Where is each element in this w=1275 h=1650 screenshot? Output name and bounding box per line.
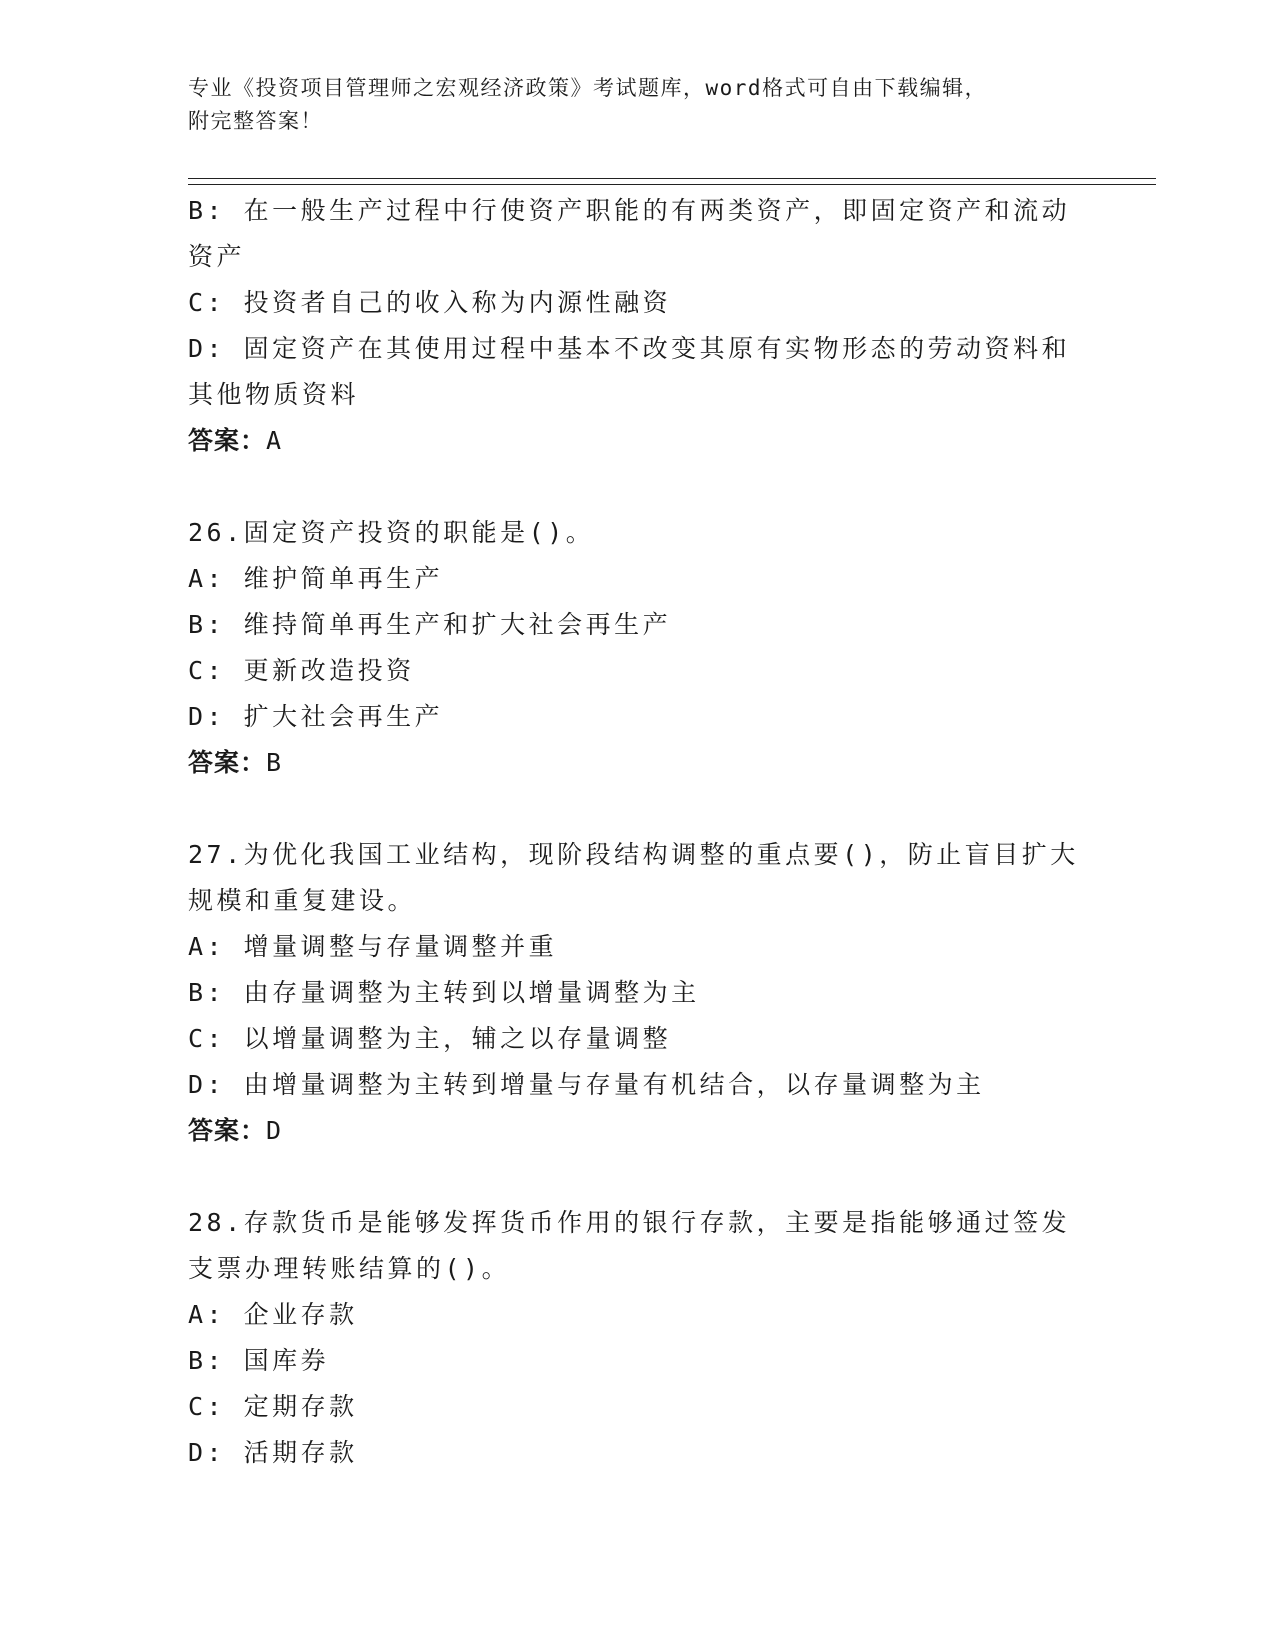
option-label: D: [188,1070,226,1099]
option-label: B: [188,196,226,225]
header-line-1: 专业《投资项目管理师之宏观经济政策》考试题库，word格式可自由下载编辑， [188,76,988,100]
option-label: A: [188,1300,226,1329]
answer-line [188,740,1088,786]
option-label: D: [188,1438,226,1467]
spacer [188,464,1088,510]
option-c [188,1384,1088,1430]
option-label: A: [188,564,226,593]
prev-question-block [188,188,1088,464]
option-label: D: [188,334,226,363]
header-line-2: 附完整答案！ [188,109,323,133]
option-text: 维护简单再生产 [243,564,444,593]
option-label: B: [188,1346,226,1375]
option-text: 由增量调整为主转到增量与存量有机结合，以存量调整为主 [243,1070,985,1099]
question-26 [188,510,1088,786]
option-b [188,602,1088,648]
option-a [188,1292,1088,1338]
option-text: 企业存款 [243,1300,358,1329]
question-content [188,188,1088,1476]
option-label: C: [188,288,226,317]
spacer [188,1154,1088,1200]
question-27 [188,832,1088,1154]
question-28 [188,1200,1088,1476]
answer-label: 答案： [188,426,267,455]
option-label: A: [188,932,226,961]
option-d [188,326,1088,418]
header-divider [188,178,1156,185]
option-text: 维持简单再生产和扩大社会再生产 [243,610,672,639]
option-b [188,1338,1088,1384]
answer-line [188,418,1088,464]
option-label: B: [188,978,226,1007]
option-text: 定期存款 [243,1392,358,1421]
option-label: D: [188,702,226,731]
option-label: C: [188,1024,226,1053]
answer-value: D [266,1116,283,1145]
option-label: B: [188,610,226,639]
option-text: 扩大社会再生产 [243,702,444,731]
answer-value: B [266,748,283,777]
option-label: C: [188,656,226,685]
option-b [188,970,1088,1016]
option-text: 在一般生产过程中行使资产职能的有两类资产，即固定资产和流动资产 [188,196,1071,271]
option-c [188,648,1088,694]
option-text: 更新改造投资 [243,656,415,685]
option-b [188,188,1088,280]
option-text: 由存量调整为主转到以增量调整为主 [243,978,700,1007]
option-d [188,1062,1088,1108]
option-text: 国库券 [243,1346,330,1375]
answer-label: 答案： [188,1116,267,1145]
option-a [188,556,1088,602]
option-text: 活期存款 [243,1438,358,1467]
document-header [188,72,1068,138]
option-c [188,1016,1088,1062]
option-a [188,924,1088,970]
answer-line [188,1108,1088,1154]
option-text: 增量调整与存量调整并重 [243,932,558,961]
option-text: 固定资产在其使用过程中基本不改变其原有实物形态的劳动资料和其他物质资料 [188,334,1071,409]
question-stem: 26.固定资产投资的职能是()。 [188,518,595,547]
option-text: 投资者自己的收入称为内源性融资 [243,288,672,317]
question-stem: 27.为优化我国工业结构，现阶段结构调整的重点要()，防止盲目扩大规模和重复建设。 [188,840,1079,915]
option-label: C: [188,1392,226,1421]
option-text: 以增量调整为主，辅之以存量调整 [243,1024,672,1053]
answer-value: A [266,426,283,455]
option-d [188,694,1088,740]
answer-label: 答案： [188,748,267,777]
question-stem: 28.存款货币是能够发挥货币作用的银行存款，主要是指能够通过签发支票办理转账结算的()。 [188,1208,1071,1283]
option-c [188,280,1088,326]
option-d [188,1430,1088,1476]
spacer [188,786,1088,832]
